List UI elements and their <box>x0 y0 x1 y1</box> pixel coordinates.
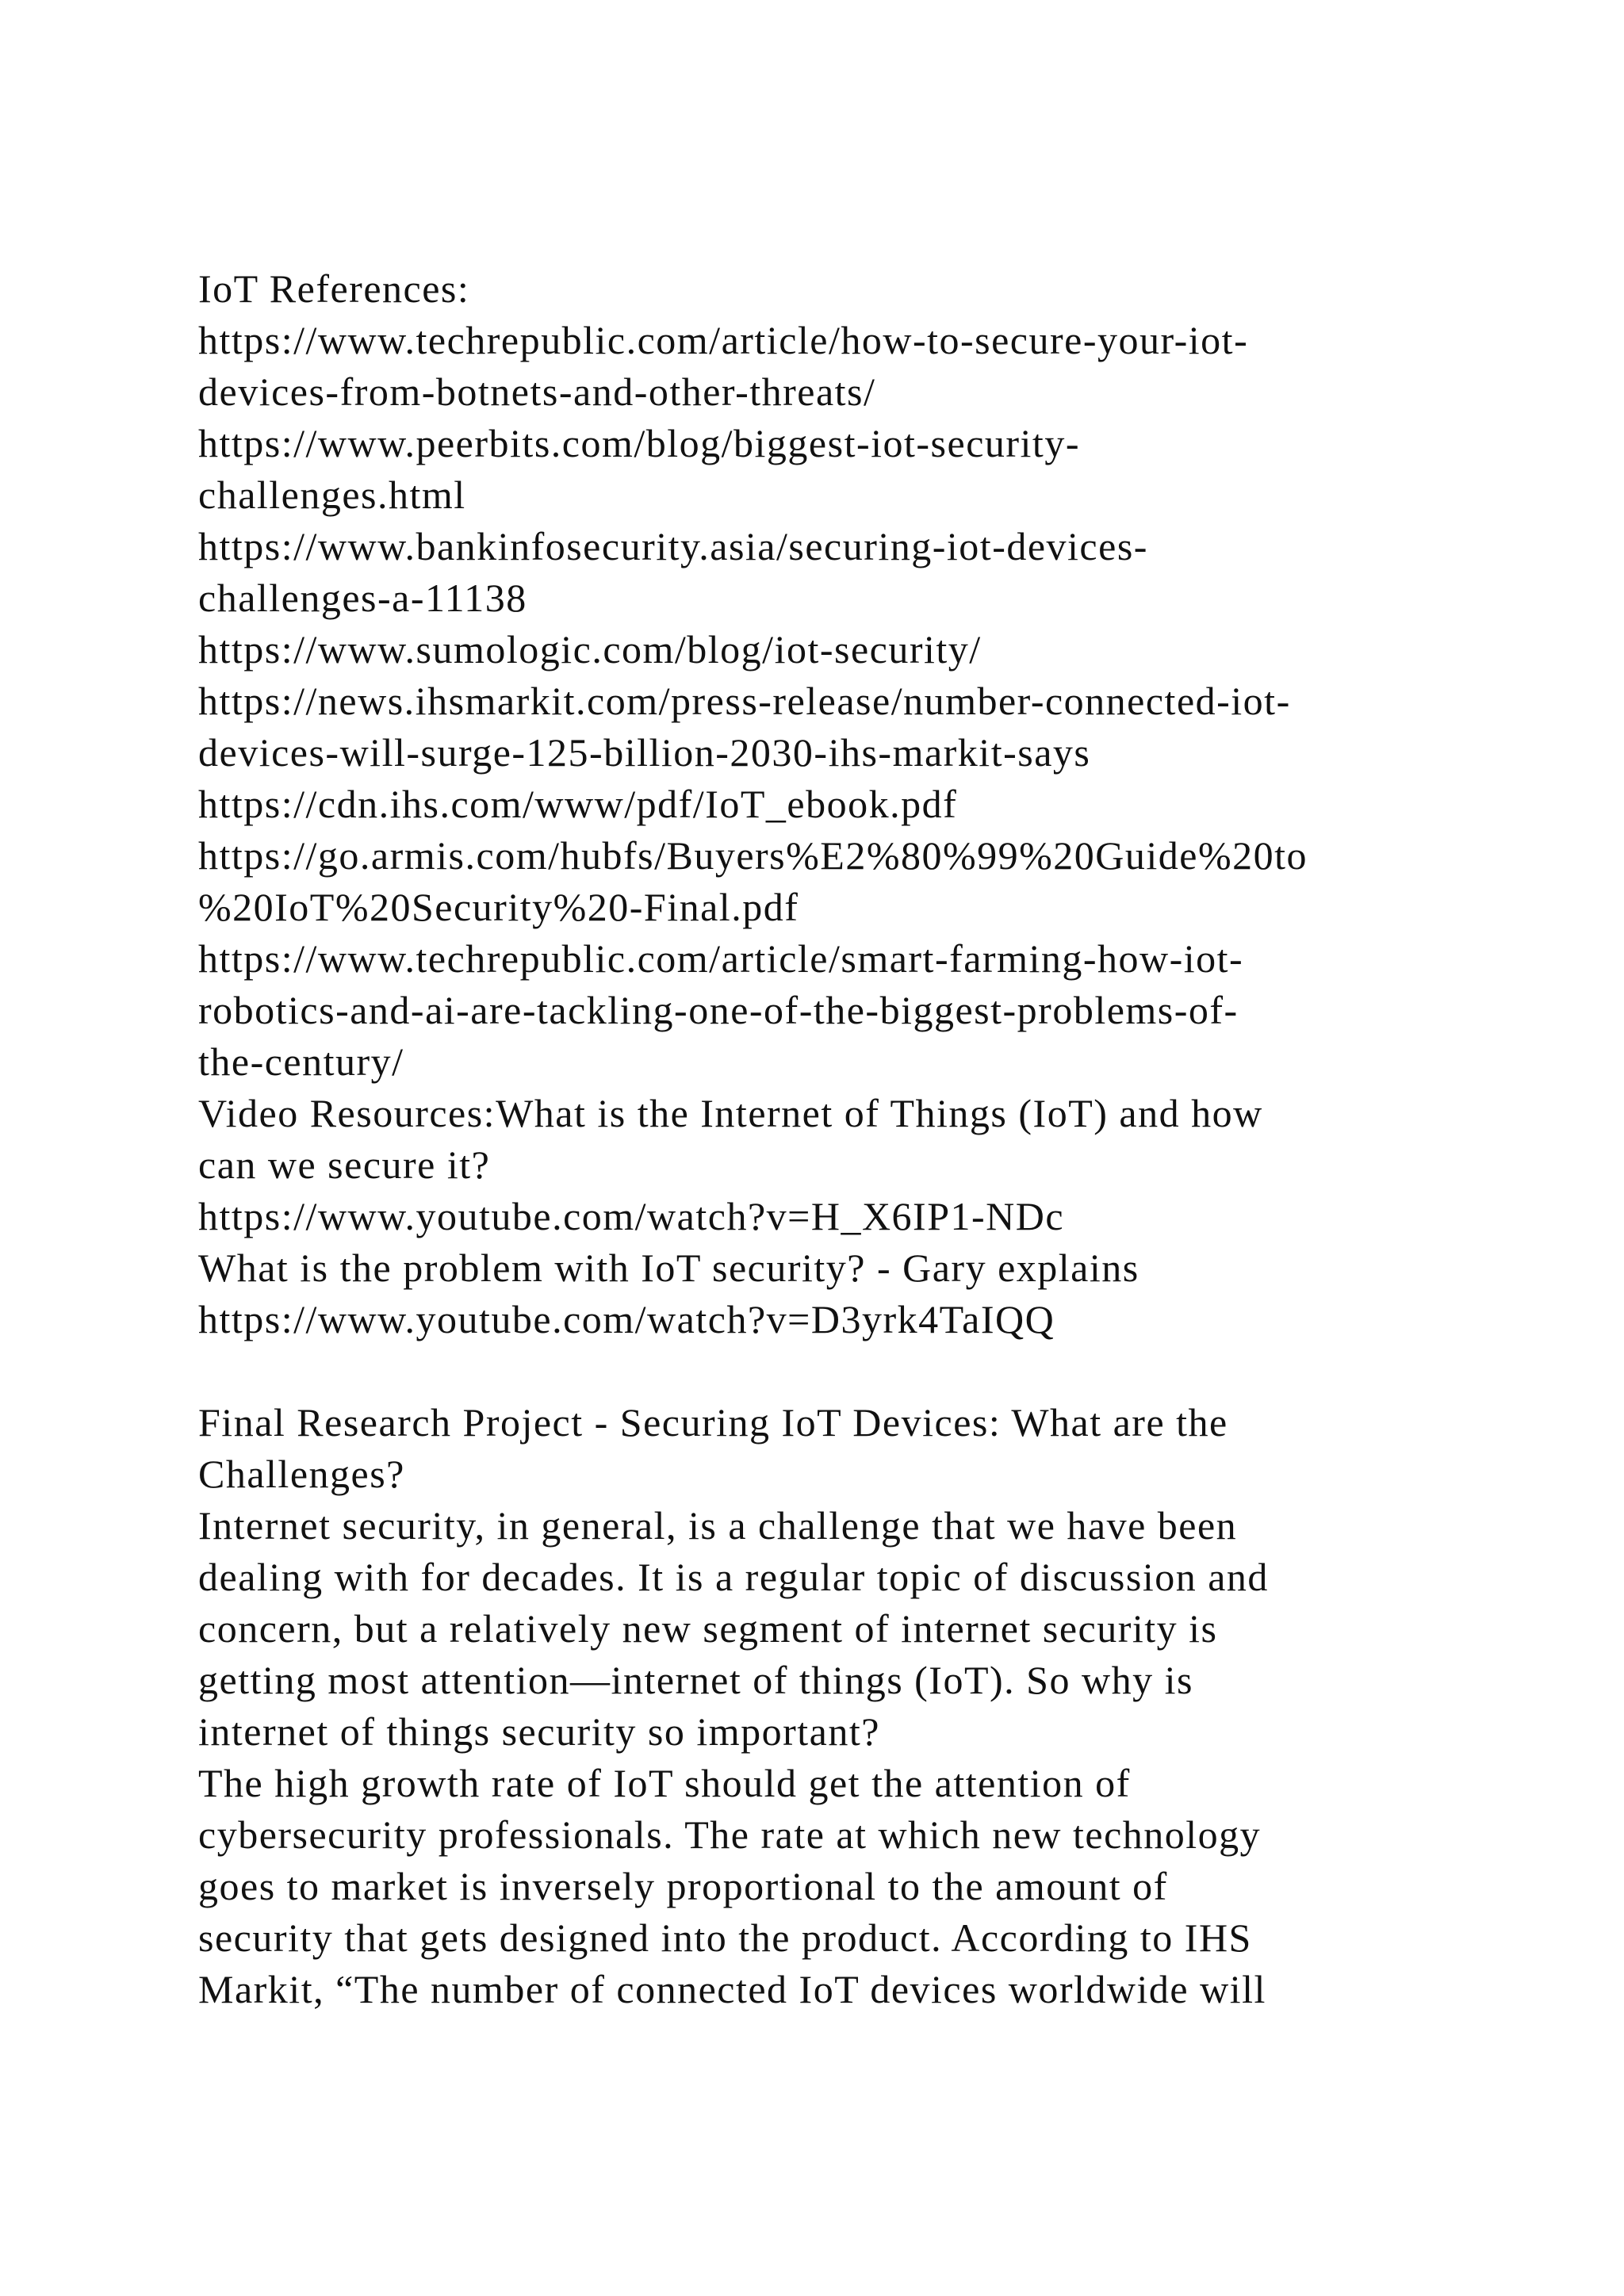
paragraph-line: dealing with for decades. It is a regular topic of discussion and <box>198 1555 1269 1599</box>
blank-line <box>198 1345 1435 1397</box>
reference-link-text: %20IoT%20Security%20-Final.pdf <box>198 885 799 929</box>
video-link-2[interactable]: https://www.youtube.com/watch?v=D3yrk4TaIQQ <box>198 1297 1055 1341</box>
reference-link-5[interactable] <box>198 675 1435 779</box>
video-link-1[interactable]: https://www.youtube.com/watch?v=H_X6IP1-NDc <box>198 1194 1065 1238</box>
reference-link-text: the-century/ <box>198 1039 404 1084</box>
paragraph-line: security that gets designed into the product. According to IHS <box>198 1915 1252 1960</box>
reference-link-text: challenges-a-11138 <box>198 576 527 620</box>
paragraph-1 <box>198 1500 1435 1758</box>
paragraph-line: Markit, “The number of connected IoT devices worldwide will <box>198 1967 1266 2011</box>
paragraph-line: getting most attention—internet of things (IoT). So why is <box>198 1658 1193 1702</box>
reference-list <box>198 315 1435 1088</box>
reference-link-6[interactable] <box>198 779 1435 830</box>
paragraph-line: concern, but a relatively new segment of internet security is <box>198 1606 1218 1651</box>
reference-link-4[interactable] <box>198 624 1435 675</box>
video-resources <box>198 1088 1435 1345</box>
reference-link-8[interactable] <box>198 933 1435 1088</box>
reference-link-text: challenges.html <box>198 473 466 517</box>
references-heading: IoT References: <box>198 266 470 311</box>
reference-link-text: https://www.techrepublic.com/article/how-to-secure-your-iot- <box>198 318 1249 362</box>
document-page <box>198 263 1435 2015</box>
project-title: Final Research Project - Securing IoT Devices: What are the <box>198 1400 1228 1445</box>
paragraph-line: internet of things security so important? <box>198 1709 880 1754</box>
video-title-2: What is the problem with IoT security? - Gary explains <box>198 1246 1139 1290</box>
reference-link-3[interactable] <box>198 521 1435 624</box>
project-title-cont: Challenges? <box>198 1452 405 1496</box>
reference-link-1[interactable] <box>198 315 1435 418</box>
video-title-1-cont: can we secure it? <box>198 1142 491 1187</box>
paragraph-2 <box>198 1758 1435 2015</box>
reference-link-text: https://cdn.ihs.com/www/pdf/IoT_ebook.pdf <box>198 782 958 826</box>
reference-link-text: https://www.bankinfosecurity.asia/securing-iot-devices- <box>198 524 1148 568</box>
video-title-1: Video Resources:What is the Internet of Things (IoT) and how <box>198 1091 1263 1135</box>
paragraph-line: cybersecurity professionals. The rate at which new technology <box>198 1812 1262 1857</box>
reference-link-text: devices-from-botnets-and-other-threats/ <box>198 369 876 414</box>
reference-link-7[interactable] <box>198 830 1435 933</box>
paragraph-line: Internet security, in general, is a challenge that we have been <box>198 1503 1238 1548</box>
reference-link-text: https://www.peerbits.com/blog/biggest-iot-security- <box>198 421 1080 465</box>
reference-link-text: robotics-and-ai-are-tackling-one-of-the-biggest-problems-of- <box>198 988 1239 1032</box>
reference-link-text: https://www.sumologic.com/blog/iot-security/ <box>198 627 982 672</box>
reference-link-text: https://news.ihsmarkit.com/press-release/number-connected-iot- <box>198 679 1291 723</box>
reference-link-text: https://www.techrepublic.com/article/smart-farming-how-iot- <box>198 936 1244 981</box>
paragraph-line: goes to market is inversely proportional to the amount of <box>198 1864 1168 1908</box>
paragraph-line: The high growth rate of IoT should get the attention of <box>198 1761 1131 1805</box>
reference-link-text: https://go.armis.com/hubfs/Buyers%E2%80%99%20Guide%20to <box>198 833 1308 878</box>
reference-link-text: devices-will-surge-125-billion-2030-ihs-markit-says <box>198 730 1091 775</box>
project-section <box>198 1397 1435 2015</box>
reference-link-2[interactable] <box>198 418 1435 521</box>
